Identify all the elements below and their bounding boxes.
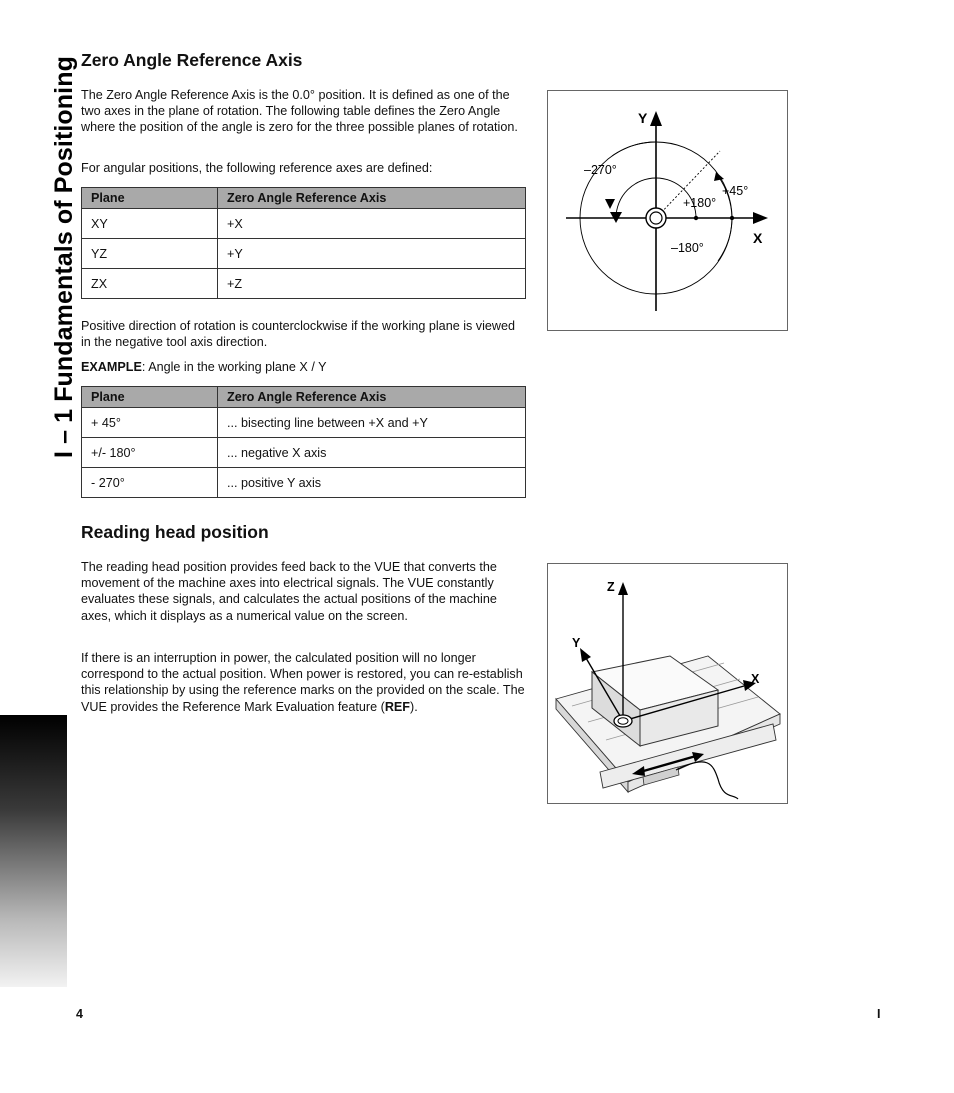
side-gradient-tab: [0, 715, 67, 987]
table-header-row: [82, 188, 526, 209]
tick-point: [730, 216, 734, 220]
label-plus-180: +180°: [683, 196, 717, 210]
table-header-axis: Zero Angle Reference Axis: [218, 188, 526, 209]
table-row: [82, 269, 526, 299]
page-number: 4: [76, 1007, 83, 1021]
table-header-plane: Plane: [82, 188, 218, 209]
table-cell: XY: [82, 209, 218, 239]
y-axis-arrow: [650, 111, 662, 126]
section-marker: I: [877, 1007, 881, 1021]
table-row: [82, 468, 526, 498]
table-row: [82, 438, 526, 468]
label-x-axis: X: [751, 672, 760, 686]
example-text: : Angle in the working plane X / Y: [141, 360, 327, 374]
table-cell: +/- 180°: [82, 438, 218, 468]
table-row: [82, 209, 526, 239]
label-x-axis: X: [753, 230, 763, 246]
table-row: [82, 239, 526, 269]
reading-head-cable: [676, 762, 738, 799]
origin-marker: [646, 208, 666, 228]
table-header-axis: Zero Angle Reference Axis: [218, 387, 526, 408]
x-axis-arrow: [753, 212, 768, 224]
paragraph-reading-head-intro: The reading head position provides feed back to the VUE that converts the movement of the machine axes into electrical signals. The VUE constantly evaluates these signals, and calculates the actual positions of the machine axes, which it displays as a numerical value on the screen.: [81, 560, 497, 623]
table-cell: +X: [218, 209, 526, 239]
power-text-pre: If there is an interruption in power, the calculated position will no longer correspond to the actual position. When power is restored, you can re-establish this relationship by using the reference marks on the provided on the scale. The VUE provides the Reference Mark Evaluation feature (: [81, 651, 525, 714]
label-minus-180: –180°: [671, 241, 704, 255]
section-title-reading-head: Reading head position: [81, 522, 269, 542]
label-y-axis: Y: [638, 110, 648, 126]
table-cell: +Z: [218, 269, 526, 299]
paragraph-zero-angle-intro: The Zero Angle Reference Axis is the 0.0° position. It is defined as one of the two axes in the plane of rotation. The following table defines the Zero Angle where the position of the angle is zero for the three possible planes of rotation.: [81, 88, 518, 135]
ref-keyword: REF: [384, 699, 410, 714]
label-y-axis: Y: [572, 636, 581, 650]
table-cell: ... negative X axis: [218, 438, 526, 468]
table-cell: +Y: [218, 239, 526, 269]
table-header-plane: Plane: [82, 387, 218, 408]
example-angle-table: [81, 386, 526, 498]
table-row: [82, 408, 526, 438]
paragraph-power-interruption: [81, 650, 526, 715]
example-label: EXAMPLE: [81, 360, 142, 374]
arc-arrow-plus-45: [714, 172, 724, 181]
table-header-row: [82, 387, 526, 408]
table-cell: - 270°: [82, 468, 218, 498]
table-cell: + 45°: [82, 408, 218, 438]
power-text-post: ).: [410, 699, 418, 714]
paragraph-rotation-direction: Positive direction of rotation is counterclockwise if the working plane is viewed in the negative tool axis direction.: [81, 319, 515, 350]
label-z-axis: Z: [607, 580, 615, 594]
table-cell: ... bisecting line between +X and +Y: [218, 408, 526, 438]
arc-minus-270: [612, 142, 656, 156]
y-axis-arrow: [580, 648, 591, 662]
reading-head-figure: [547, 563, 788, 804]
chapter-side-title: I – 1 Fundamentals of Positioning: [50, 56, 78, 458]
tick-point: [694, 216, 698, 220]
table-cell: ZX: [82, 269, 218, 299]
arc-minus-180: [718, 218, 732, 261]
table-cell: ... positive Y axis: [218, 468, 526, 498]
paragraph-example: [81, 359, 526, 375]
angle-reference-figure: [547, 90, 788, 331]
paragraph-angular-positions: For angular positions, the following reference axes are defined:: [81, 161, 433, 175]
reference-axis-table: [81, 187, 526, 299]
origin-marker: [614, 715, 632, 727]
label-minus-270: –270°: [584, 163, 617, 177]
z-axis-arrow: [618, 582, 628, 595]
arc-arrow-minus-270: [605, 199, 615, 209]
table-cell: YZ: [82, 239, 218, 269]
section-title-zero-angle: Zero Angle Reference Axis: [81, 50, 303, 70]
label-plus-45: +45°: [722, 184, 749, 198]
